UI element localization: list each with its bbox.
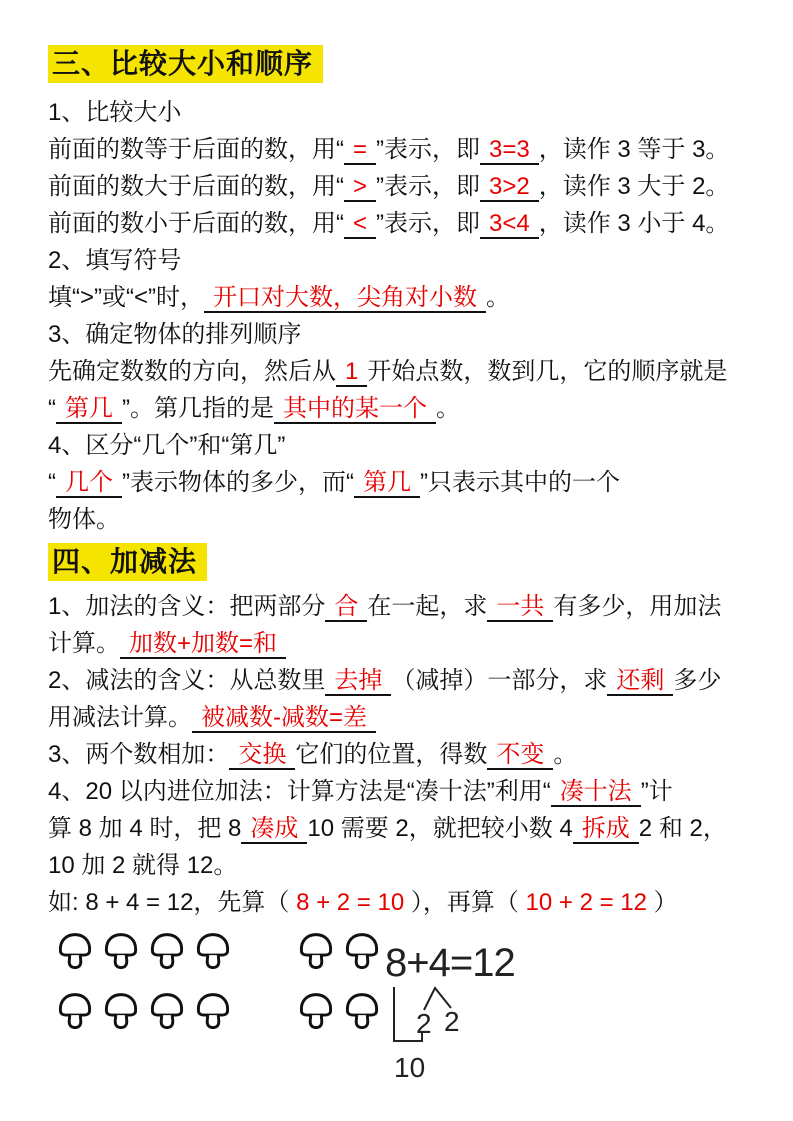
- text-segment: ”表示物体的多少，而“: [122, 469, 354, 496]
- mushroom-icon: [147, 930, 187, 972]
- text-segment: 。: [436, 395, 460, 422]
- blank-answer: 凑十法: [551, 778, 641, 807]
- blank-answer: =: [344, 136, 376, 165]
- text-segment: 1、加法的含义：把两部分: [48, 593, 326, 620]
- text-segment: 物体。: [48, 506, 120, 533]
- text-line: [48, 884, 760, 921]
- blank-answer: 还剩: [607, 667, 673, 696]
- text-segment: 。: [553, 741, 578, 768]
- mushroom-icon: [296, 930, 336, 972]
- mushroom-icon: [342, 930, 382, 972]
- text-line: [48, 464, 760, 501]
- text-segment: 算 8 加 4 时，把 8: [48, 815, 242, 842]
- worksheet-content: [48, 44, 760, 921]
- text-segment: ”只表示其中的一个: [419, 469, 620, 496]
- mushroom-icon: [101, 930, 141, 972]
- text-segment: 填“>”或“<”时，: [48, 284, 204, 311]
- text-line: [48, 699, 760, 736]
- text-segment: 前面的数等于后面的数，用“: [48, 136, 344, 163]
- blank-answer: 被减数-减数=差: [192, 704, 376, 733]
- bond-split-left: 2: [416, 1008, 432, 1039]
- text-line: [48, 501, 760, 538]
- blank-answer: 第几: [354, 469, 420, 498]
- mushroom-icon: [193, 930, 233, 972]
- text-line: [48, 353, 760, 390]
- text-segment: ，读作 3 大于 2。: [538, 173, 730, 200]
- text-segment: 1、比较大小: [48, 99, 182, 126]
- text-segment: 2、填写符号: [48, 247, 182, 274]
- text-segment: 10 需要 2，就把较小数 4: [307, 815, 573, 842]
- text-segment: 4、区分“几个”和“第几”: [48, 432, 286, 459]
- text-segment: ，读作 3 等于 3。: [538, 136, 730, 163]
- text-segment: 10 加 2 就得 12。: [48, 852, 238, 879]
- mushroom-icon: [296, 990, 336, 1032]
- blank-answer: <: [344, 210, 376, 239]
- text-segment: 3、确定物体的排列顺序: [48, 321, 302, 348]
- text-segment: 有多少，用加法: [553, 593, 722, 620]
- text-line: [48, 427, 760, 464]
- blank-answer: 去掉: [325, 667, 391, 696]
- blank-answer: 一共: [487, 593, 553, 622]
- blank-answer: 几个: [56, 469, 122, 498]
- text-line: [48, 736, 760, 773]
- text-line: [48, 625, 760, 662]
- mushroom-icon: [55, 990, 95, 1032]
- text-segment: 先确定数数的方向，然后从: [48, 358, 336, 385]
- text-segment: 。: [486, 284, 510, 311]
- text-line: [48, 279, 760, 316]
- blank-answer: 3<4: [480, 210, 539, 239]
- mushroom-icon: [55, 930, 95, 972]
- text-segment: “: [48, 469, 56, 496]
- text-segment: 开始点数，数到几，它的顺序就是: [367, 358, 728, 385]
- text-segment: ”表示，即: [376, 210, 481, 237]
- text-segment: 它们的位置，得数: [295, 741, 488, 768]
- bond-split-right: 2: [444, 1006, 460, 1037]
- text-line: [48, 131, 760, 168]
- text-segment: 如: 8 + 4 = 12，先算（: [48, 889, 297, 916]
- text-segment: 4、20 以内进位加法：计算方法是“凑十法”利用“: [48, 778, 551, 805]
- text-segment: ”。第几指的是: [122, 395, 274, 422]
- blank-answer: 加数+加数=和: [120, 630, 286, 659]
- text-segment: 在一起，求: [367, 593, 488, 620]
- mushroom-icon: [342, 990, 382, 1032]
- blank-answer: 交换: [229, 741, 295, 770]
- text-segment: “: [48, 395, 56, 422]
- blank-answer: 开口对大数，尖角对小数: [204, 284, 486, 313]
- mushroom-icon: [147, 990, 187, 1032]
- blank-answer: >: [344, 173, 376, 202]
- text-segment: （减掉）一部分，求: [391, 667, 608, 694]
- blank-answer: 拆成: [573, 815, 639, 844]
- text-segment: 2、减法的含义：从总数里: [48, 667, 326, 694]
- red-text: 10 + 2 = 12: [525, 889, 647, 916]
- text-segment: 前面的数大于后面的数，用“: [48, 173, 344, 200]
- text-segment: 2 和 2，: [638, 815, 727, 842]
- highlighted-heading-text: 四、加减法: [48, 543, 207, 581]
- text-segment: ），再算（: [404, 889, 526, 916]
- blank-answer: 不变: [487, 741, 553, 770]
- text-line: [48, 94, 760, 131]
- blank-answer: 合: [325, 593, 367, 622]
- blank-answer: 其中的某一个: [274, 395, 436, 424]
- number-bond-diagram: [384, 983, 524, 1103]
- text-segment: ”表示，即: [376, 173, 481, 200]
- text-line: [48, 242, 760, 279]
- make-ten-illustration: [0, 921, 793, 1121]
- text-line: [48, 662, 760, 699]
- text-line: [48, 588, 760, 625]
- text-line: [48, 316, 760, 353]
- text-segment: 计算。: [48, 630, 120, 657]
- text-segment: ”计: [640, 778, 673, 805]
- mushroom-icon: [193, 990, 233, 1032]
- blank-answer: 第几: [56, 395, 122, 424]
- text-segment: ）: [647, 889, 678, 916]
- section-heading-compare: [48, 44, 760, 84]
- text-segment: ，读作 3 小于 4。: [538, 210, 730, 237]
- blank-answer: 3=3: [480, 136, 539, 165]
- section-compare-lines: [48, 94, 760, 538]
- highlighted-heading-text: 三、比较大小和顺序: [48, 45, 323, 83]
- red-text: 8 + 2 = 10: [296, 889, 405, 916]
- text-segment: 3、两个数相加：: [48, 741, 230, 768]
- text-segment: 多少: [673, 667, 722, 694]
- equation-text: 8+4=12: [385, 941, 515, 985]
- blank-answer: 凑成: [241, 815, 307, 844]
- blank-answer: 3>2: [480, 173, 539, 202]
- text-segment: 用减法计算。: [48, 704, 192, 731]
- text-segment: ”表示，即: [376, 136, 481, 163]
- text-line: [48, 168, 760, 205]
- text-line: [48, 810, 760, 847]
- section-addsub-lines: [48, 588, 760, 921]
- mushroom-icon: [101, 990, 141, 1032]
- text-segment: 前面的数小于后面的数，用“: [48, 210, 344, 237]
- text-line: [48, 847, 760, 884]
- blank-answer: 1: [336, 358, 367, 387]
- bond-ten-label: 10: [394, 1052, 426, 1083]
- text-line: [48, 390, 760, 427]
- text-line: [48, 205, 760, 242]
- section-heading-addsub: [48, 542, 760, 582]
- text-line: [48, 773, 760, 810]
